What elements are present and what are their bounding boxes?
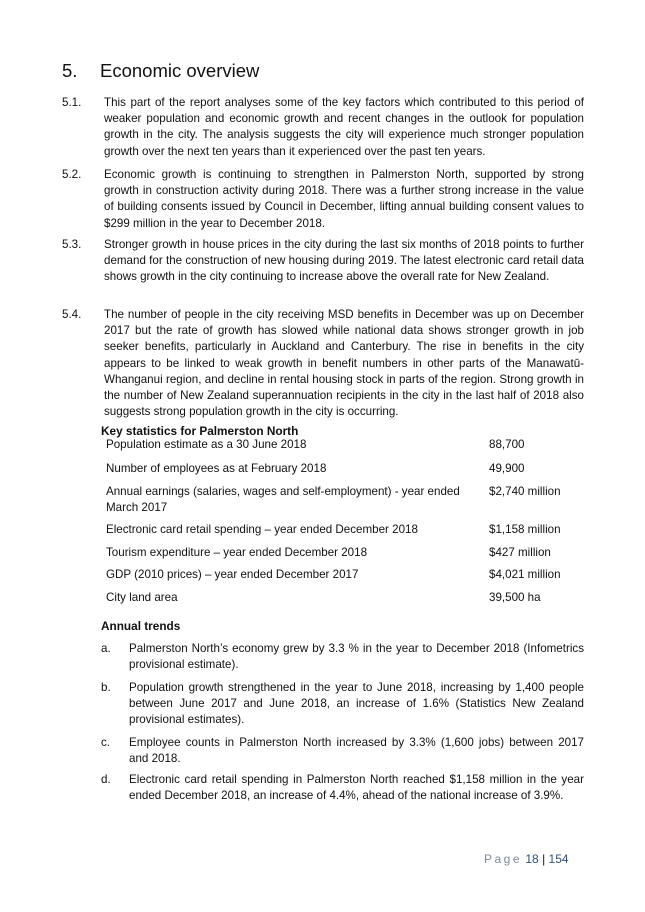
table-row [106,484,586,522]
table-row [106,590,586,612]
stat-value: 88,700 [489,438,525,451]
paragraph-text: Economic growth is continuing to strengthen in Palmerston North, supported by strong growth in construction activity during 2018. There was a further strong increase in the value of building consents issued by Council in December, lifting annual building consent values to $299 million in the year to December 2018. [104,168,584,230]
trend-text: Palmerston North’s economy grew by 3.3 % in the year to December 2018 (Infometrics provisional estimate). [129,642,584,672]
paragraph-number: 5.1. [62,96,82,109]
paragraph-text: Stronger growth in house prices in the city during the last six months of 2018 points to further demand for the construction of new housing during 2019. The latest electronic card retail data shows growth in the city continuing to increase above the overall rate for New Zealand. [104,238,584,284]
trend-text: Employee counts in Palmerston North increased by 3.3% (1,600 jobs) between 2017 and 2018. [129,736,584,766]
stat-value: 49,900 [489,462,525,475]
table-row [106,545,586,567]
stat-value: $1,158 million [489,523,561,536]
section-title: Economic overview [100,60,260,81]
table-row [106,437,586,461]
annual-trends-heading: Annual trends [101,619,181,633]
trend-letter: a. [101,642,111,655]
section-number: 5. [62,60,78,81]
stat-value: 39,500 ha [489,591,541,604]
page-word: Page [484,852,523,866]
paragraph-5-3 [62,237,584,286]
stat-label: Annual earnings (salaries, wages and self-employment) - year ended March 2017 [106,485,460,514]
trend-letter: b. [101,681,111,694]
paragraph-text: This part of the report analyses some of the key factors which contributed to this period of weaker population and economic growth and recent changes in the outlook for population growth in the city. The analysis suggests the city will experience much stronger population growth over the next ten years than it experienced over the past ten years. [104,96,584,158]
table-row [106,522,586,545]
page-footer [484,852,569,866]
stat-value: $427 million [489,546,551,559]
section-heading [62,60,259,82]
stat-value: $2,740 million [489,485,561,498]
trend-item-d [101,772,584,804]
trend-item-b [101,680,584,729]
table-row [106,461,586,484]
page-total: 154 [548,852,569,866]
key-statistics-table [106,437,586,612]
stat-label: Population estimate as a 30 June 2018 [106,438,307,451]
trend-letter: d. [101,773,111,786]
paragraph-5-2 [62,167,584,232]
paragraph-5-4 [62,307,584,420]
trend-text: Population growth strengthened in the year to June 2018, increasing by 1,400 people between June 2017 and June 2018, an increase of 1.6% (Statistics New Zealand provisional estimates). [129,681,584,727]
trend-item-c [101,735,584,767]
paragraph-number: 5.3. [62,238,82,251]
stat-value: $4,021 million [489,568,561,581]
key-statistics-heading: Key statistics for Palmerston North [101,424,299,438]
paragraph-number: 5.2. [62,168,82,181]
paragraph-5-1 [62,95,584,160]
trend-text: Electronic card retail spending in Palmerston North reached $1,158 million in the year ended December 2018, an increase of 4.4%, ahead of the national increase of 3.9%. [129,773,584,803]
stat-label: Tourism expenditure – year ended December 2018 [106,546,368,559]
stat-label: City land area [106,591,178,604]
trend-item-a [101,641,584,673]
page-separator: | [542,852,546,866]
stat-label: GDP (2010 prices) – year ended December 2017 [106,568,359,581]
stat-label: Electronic card retail spending – year ended December 2018 [106,523,418,536]
table-row [106,567,586,590]
paragraph-number: 5.4. [62,308,82,321]
stat-label: Number of employees as at February 2018 [106,462,327,475]
page-number: 18 [525,852,539,866]
trend-letter: c. [101,736,111,749]
paragraph-text: The number of people in the city receiving MSD benefits in December was up on December 2017 but the rate of growth has slowed while national data shows stronger growth in job seeker benefits, particularly in Auckland and Canterbury. The rise in benefits in the city appears to be linked to weak growth in benefit numbers in other parts of the Manawatū-Whanganui region, and decline in rental housing stock in parts of the region. Strong growth in the number of New Zealand superannuation recipients in the city in the last half of 2018 also suggests strong population growth in the city is occurring. [104,308,584,419]
